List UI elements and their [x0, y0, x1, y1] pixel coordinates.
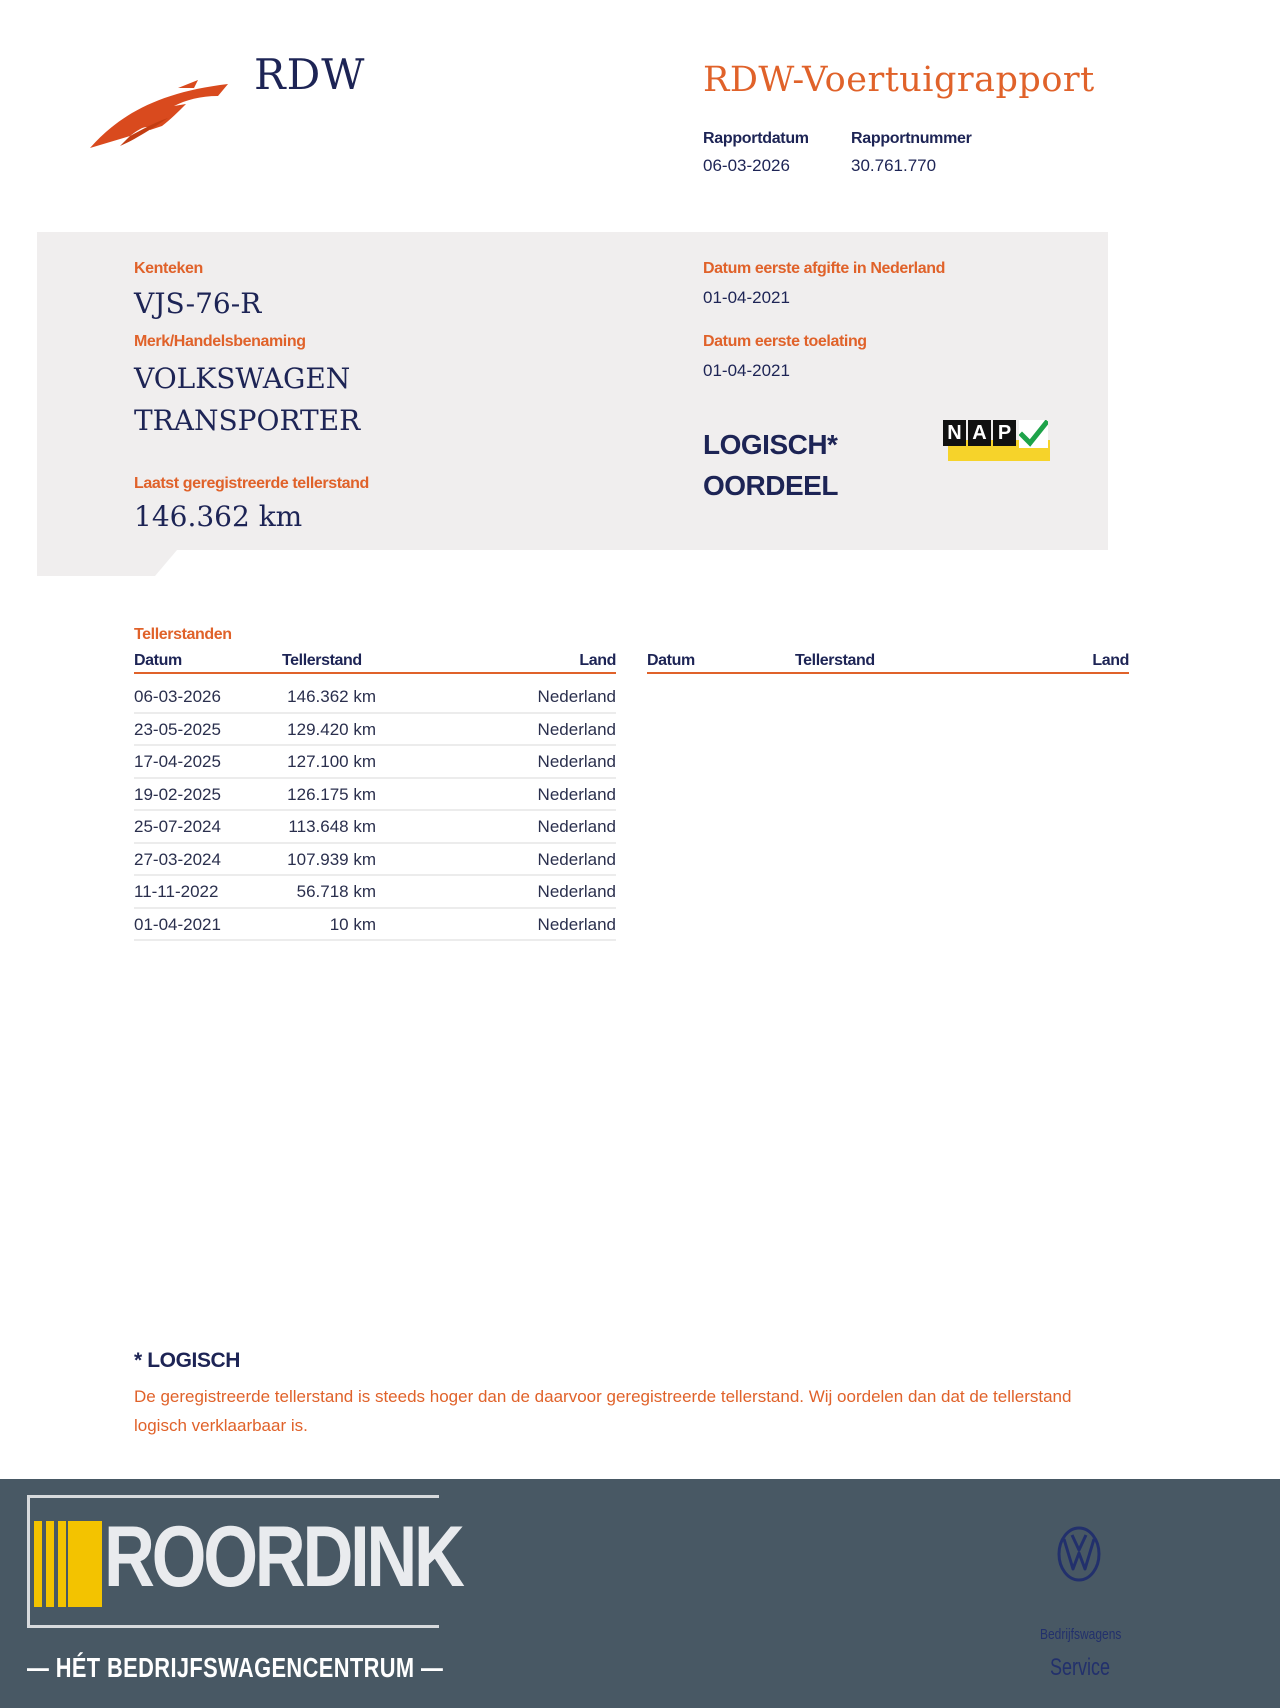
- toelating-value: 01-04-2021: [703, 361, 790, 380]
- cell-tellerstand: 10 km: [329, 914, 376, 934]
- footnote-title: * LOGISCH: [134, 1349, 241, 1372]
- table-row: [134, 909, 616, 942]
- nap-letter-n: N: [943, 420, 966, 446]
- table-row: [134, 811, 616, 844]
- verdict-line2: OORDEEL: [703, 470, 838, 501]
- panel-notch-cut: [155, 550, 185, 576]
- tellerstanden-table: [134, 681, 616, 941]
- cell-datum: 06-03-2026: [134, 687, 221, 706]
- cell-tellerstand: 146.362 km: [287, 687, 376, 706]
- merk-line1: VOLKSWAGEN: [134, 362, 351, 395]
- verdict-line1: LOGISCH*: [703, 429, 838, 460]
- cell-datum: 19-02-2025: [134, 784, 221, 804]
- kenteken-value: VJS-76-R: [134, 287, 262, 320]
- table-row: [134, 779, 616, 812]
- nap-check-icon: [1019, 420, 1048, 448]
- nap-badge: [943, 420, 1050, 463]
- tellerstand-value: 146.362 km: [134, 500, 303, 533]
- rapportnummer-label: Rapportnummer: [851, 130, 972, 147]
- cell-land: Nederland: [537, 752, 616, 771]
- rapportnummer-block: [851, 130, 972, 176]
- cell-datum: 23-05-2025: [134, 719, 221, 739]
- cell-datum: 25-07-2024: [134, 817, 221, 836]
- rdw-brand: RDW: [254, 50, 366, 99]
- cell-tellerstand: 56.718 km: [296, 882, 376, 901]
- cell-tellerstand: 127.100 km: [287, 752, 376, 771]
- rapportdatum-value: 06-03-2026: [703, 156, 790, 175]
- toelating-label: Datum eerste toelating: [703, 333, 867, 350]
- dealer-logo-bars: [34, 1521, 102, 1607]
- kenteken-label: Kenteken: [134, 260, 203, 277]
- merk-label: Merk/Handelsbenaming: [134, 333, 306, 350]
- cell-datum: 17-04-2025: [134, 752, 221, 771]
- table-row: [134, 876, 616, 909]
- rapportdatum-label: Rapportdatum: [703, 130, 809, 147]
- table-header-left: [134, 652, 616, 674]
- col-datum: Datum: [647, 652, 695, 669]
- table-row: [134, 746, 616, 779]
- tellerstanden-title: Tellerstanden: [134, 626, 232, 643]
- cell-datum: 11-11-2022: [134, 882, 219, 901]
- afgifte-value: 01-04-2021: [703, 288, 790, 307]
- cell-datum: 01-04-2021: [134, 914, 221, 934]
- col-land: Land: [1092, 652, 1129, 669]
- cell-tellerstand: 113.648 km: [288, 817, 376, 836]
- cell-land: Nederland: [537, 882, 616, 901]
- rapportdatum-block: [703, 130, 809, 176]
- afgifte-label: Datum eerste afgifte in Nederland: [703, 260, 945, 277]
- cell-land: Nederland: [537, 784, 616, 804]
- service-line1: Bedrijfswagens: [1040, 1626, 1122, 1643]
- col-tellerstand: Tellerstand: [795, 652, 875, 669]
- col-tellerstand: Tellerstand: [282, 652, 362, 669]
- cell-land: Nederland: [537, 914, 616, 934]
- table-row: [134, 714, 616, 747]
- cell-datum: 27-03-2024: [134, 849, 221, 869]
- cell-land: Nederland: [537, 719, 616, 739]
- col-land: Land: [579, 652, 616, 669]
- footnote-text: De geregistreerde tellerstand is steeds hoger dan de daarvoor geregistreerde tellerstand. Wij oordelen dan dat de tellerstand logisch verklaarbaar is.: [134, 1387, 1072, 1435]
- table-header-right: [647, 652, 1129, 674]
- cell-tellerstand: 126.175 km: [287, 784, 376, 804]
- rdw-logo-icon: [90, 74, 235, 154]
- table-row: [134, 681, 616, 714]
- dealer-tagline: — HÉT BEDRIJFSWAGENCENTRUM —: [27, 1652, 444, 1683]
- rapportnummer-value: 30.761.770: [851, 156, 937, 175]
- table-row: [134, 844, 616, 877]
- service-line2: Service: [1049, 1654, 1111, 1681]
- cell-land: Nederland: [537, 817, 616, 836]
- merk-line2: TRANSPORTER: [134, 404, 361, 437]
- cell-tellerstand: 129.420 km: [287, 719, 376, 739]
- report-title: RDW-Voertuigrapport: [703, 60, 1095, 100]
- cell-land: Nederland: [537, 687, 616, 706]
- vw-logo-icon: [1056, 1525, 1102, 1583]
- cell-land: Nederland: [537, 849, 616, 869]
- verdict: [703, 424, 838, 506]
- dealer-name: ROORDINK: [104, 1509, 462, 1605]
- cell-tellerstand: 107.939 km: [287, 849, 376, 869]
- nap-letter-a: A: [968, 420, 991, 446]
- col-datum: Datum: [134, 652, 182, 669]
- nap-letter-p: P: [993, 420, 1016, 446]
- tellerstand-label: Laatst geregistreerde tellerstand: [134, 475, 369, 492]
